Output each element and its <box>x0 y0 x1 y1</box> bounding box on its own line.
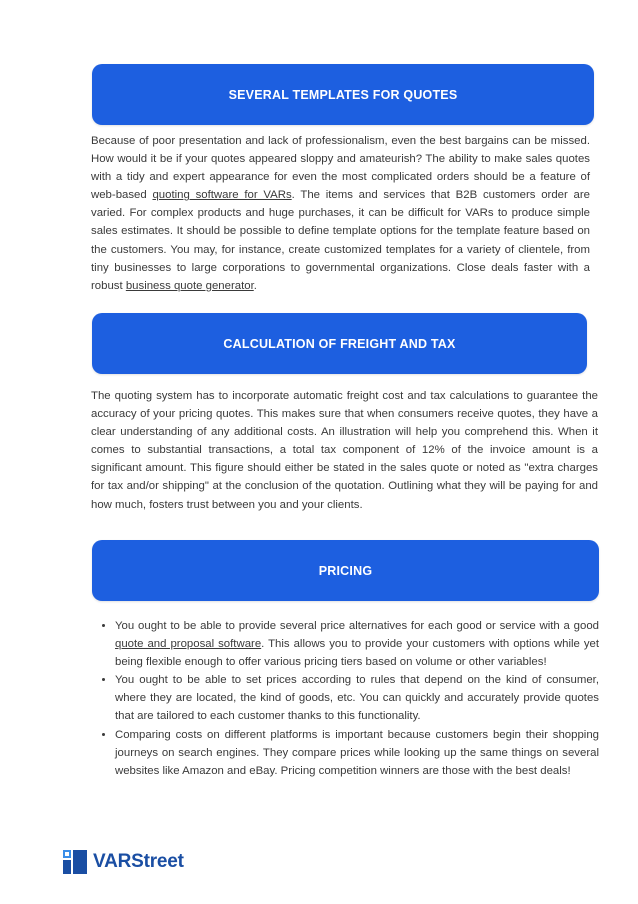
list-item <box>115 671 599 725</box>
bullet-text: You ought to be able to set prices according to rules that depend on the kind of consumer, where they are located, the kind of goods, etc. You can quickly and accurately provide quotes that are tailored to each customer thanks to this functionality. <box>115 674 599 723</box>
varstreet-logo-icon <box>63 850 87 874</box>
templates-paragraph <box>91 132 590 295</box>
section-heading-label: SEVERAL TEMPLATES FOR QUOTES <box>228 87 458 102</box>
quoting-software-link[interactable]: quoting software for VARs <box>152 189 292 202</box>
section-heading-freight-tax <box>92 313 587 374</box>
pricing-bullet-list <box>91 617 599 780</box>
paragraph-text: . <box>253 279 257 292</box>
paragraph-text: . The items and services that B2B customers order are varied. For complex products and huge purchases, it can be difficult for VARs to produce simple sales estimates. It should be possible to define template options for the template feature based on the customers. You may, for instance, create customized templates for a variety of clientele, from tiny businesses to large corporations to governmental organizations. Close deals faster with a robust <box>91 189 591 292</box>
quote-proposal-software-link[interactable]: quote and proposal software <box>115 638 262 651</box>
business-quote-generator-link[interactable]: business quote generator <box>125 279 254 292</box>
paragraph-text: Because of poor presentation and lack of professionalism, even the best bargains can be missed. How would it be if your quotes appeared sloppy and amateurish? The ability to make sales quotes with a tidy and expert appearance for even the most complicated orders should be a feature of web-based <box>91 135 590 202</box>
freight-tax-paragraph: The quoting system has to incorporate automatic freight cost and tax calculations to guarantee the accuracy of your pricing quotes. This makes sure that when consumers receive quotes, they have a clear understanding of any additional costs. An illustration will help you comprehend this. When it comes to substantial transactions, a total tax component of 12% of the invoice amount is a significant amount. This figure should either be stated in the sales quote or noted as "extra charges for tax and/or shipping" at the conclusion of the quotation. Outlining what they will be paying for and how much, fosters trust between you and your clients. <box>91 390 598 511</box>
brand-name: VARStreet <box>93 851 184 872</box>
section-heading-label: PRICING <box>318 563 373 578</box>
list-item <box>115 617 599 671</box>
section-heading-label: CALCULATION OF FREIGHT AND TAX <box>223 336 456 351</box>
list-item <box>115 726 599 780</box>
varstreet-logo <box>63 850 184 874</box>
bullet-text: . This allows you to provide your customers with options while yet being flexible enough to offer various pricing tiers based on volume or other variables! <box>115 638 600 669</box>
bullet-text: You ought to be able to provide several price alternatives for each good or service with a good <box>115 620 599 632</box>
section-heading-templates <box>92 64 594 125</box>
bullet-text: Comparing costs on different platforms is important because customers begin their shopping journeys on search engines. They compare prices while looking up the same things on several websites like Amazon and eBay. Pricing competition winners are those with the best deals! <box>115 728 599 777</box>
section-heading-pricing <box>92 540 599 601</box>
